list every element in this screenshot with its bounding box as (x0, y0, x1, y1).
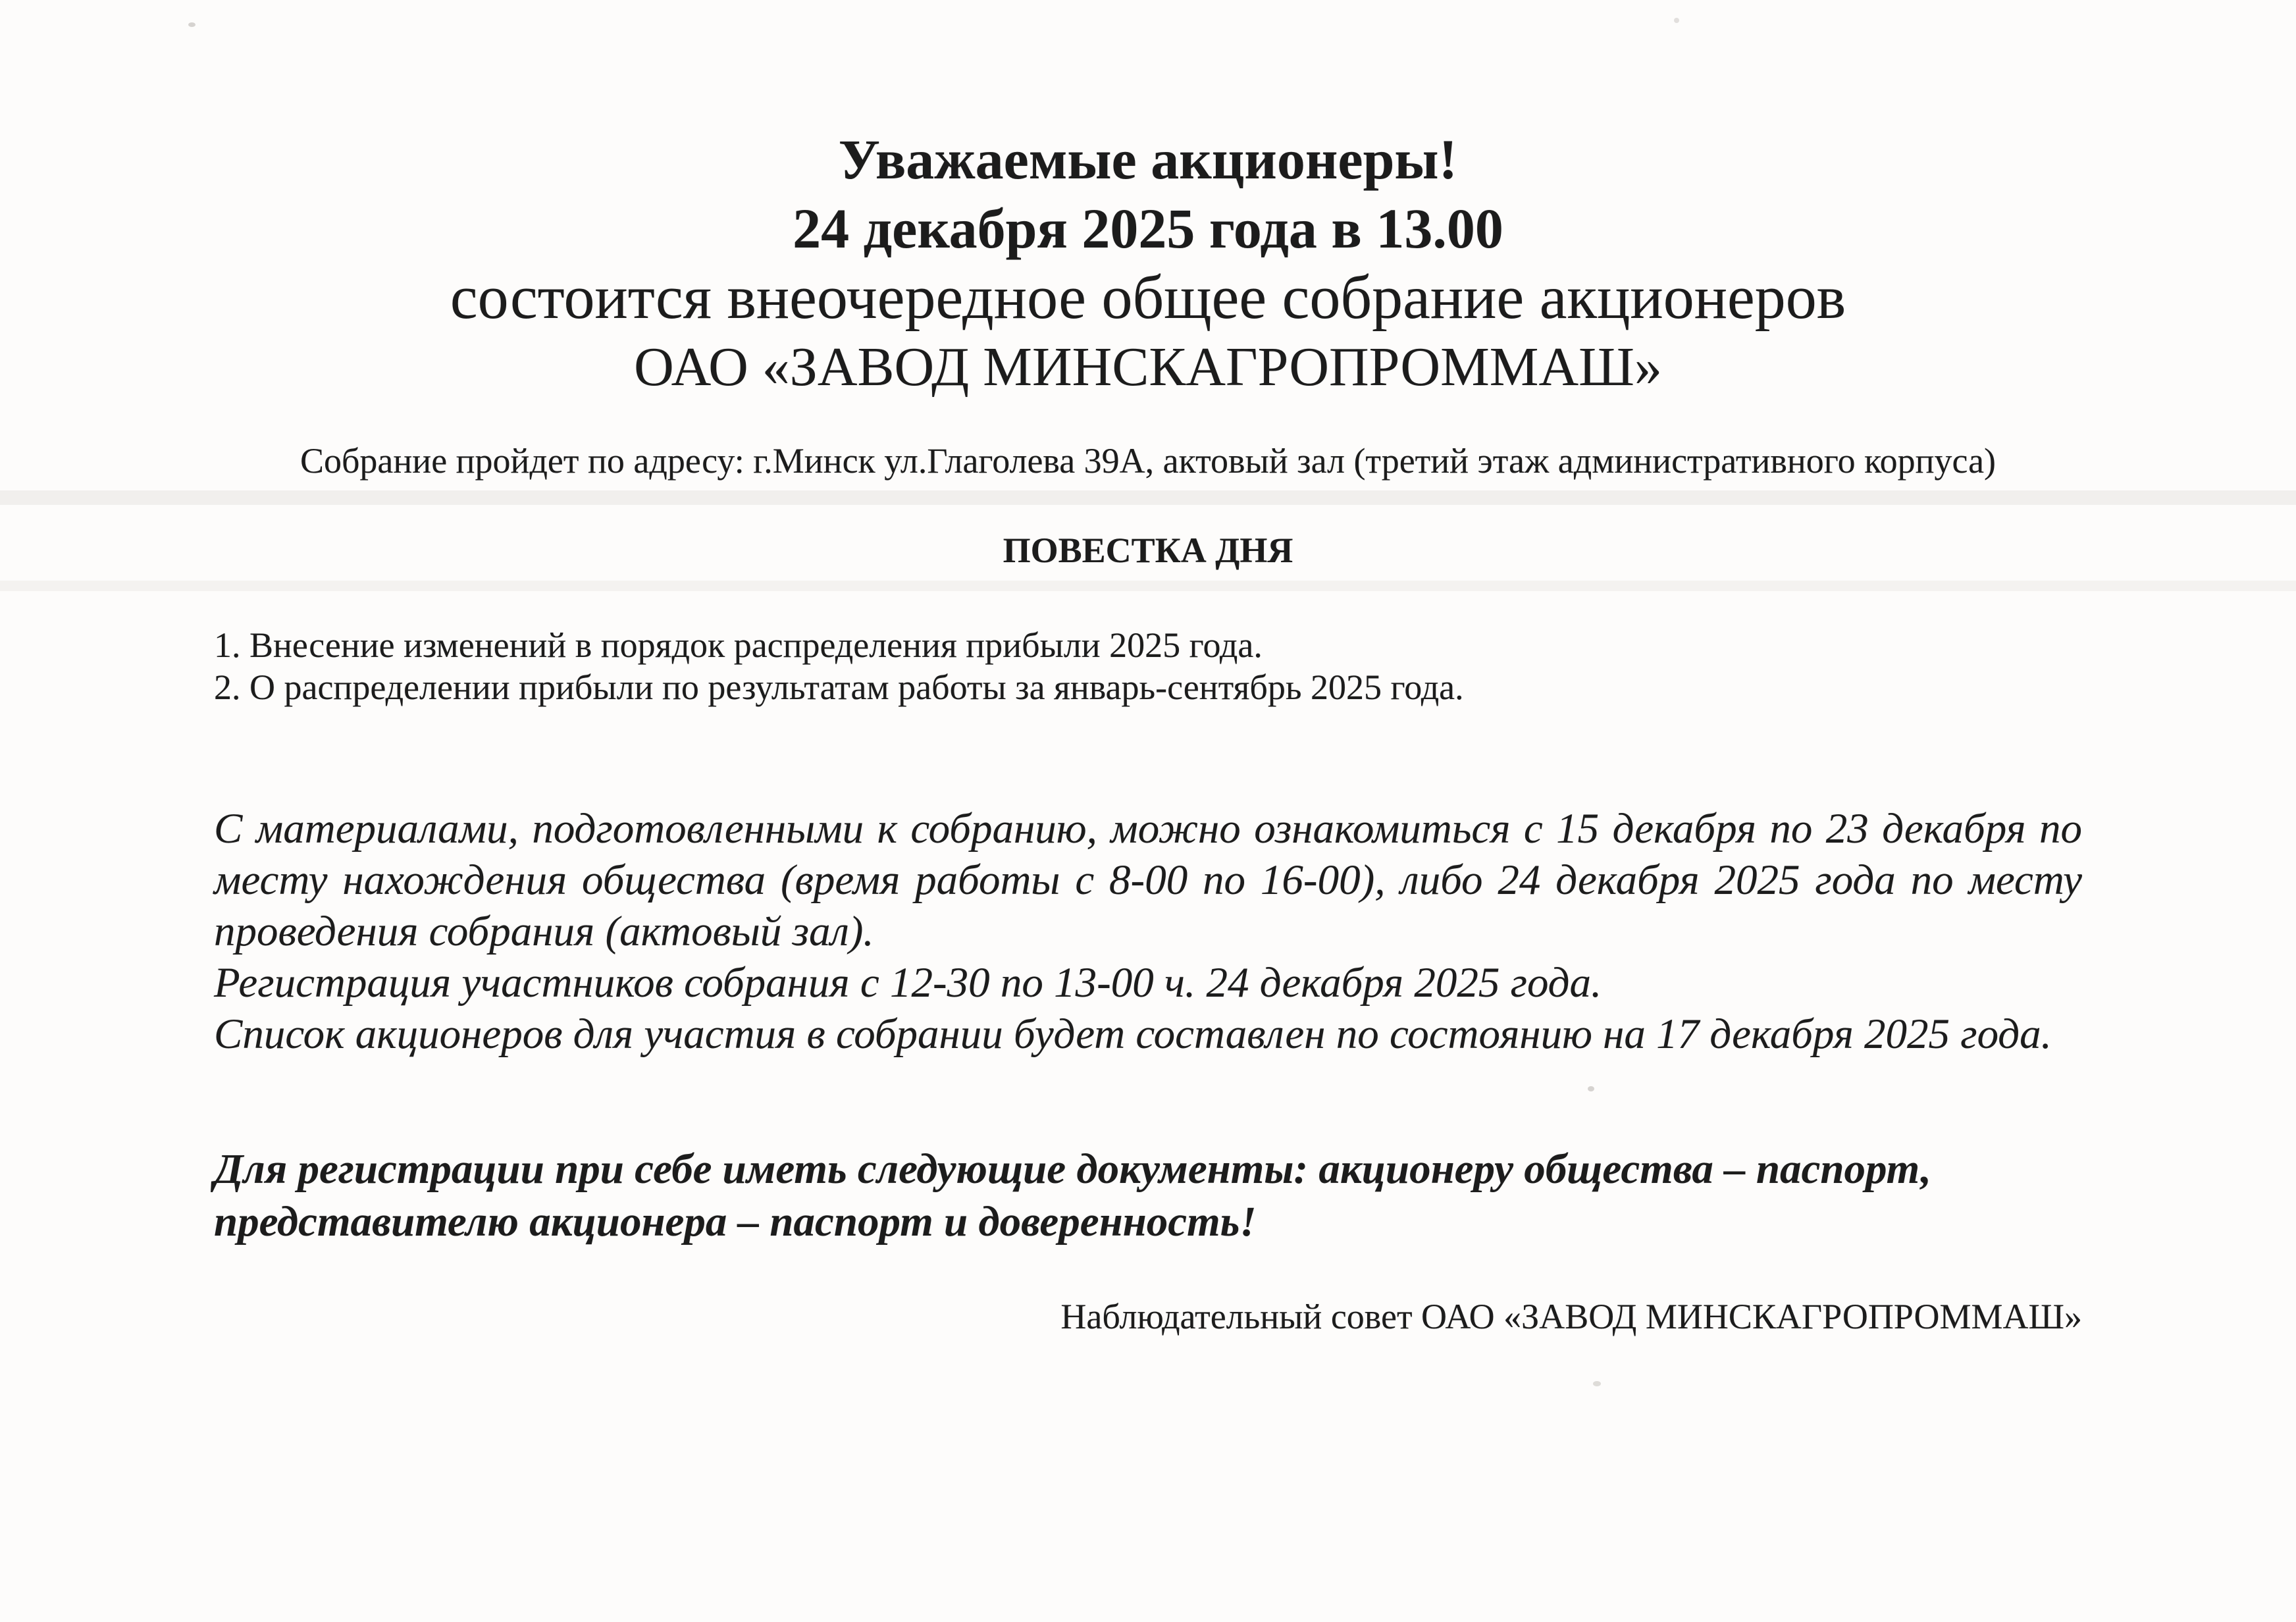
agenda-item-2: 2. О распределении прибыли по результатам работы за январь-сентябрь 2025 года. (214, 667, 1464, 707)
agenda-item-1: 1. Внесение изменений в порядок распределения прибыли 2025 года. (214, 625, 1263, 665)
meeting-address-line: Собрание пройдет по адресу: г.Минск ул.Глаголева 39А, актовый зал (третий этаж административного корпуса) (300, 441, 1996, 481)
registration-requirements-block (214, 1143, 2082, 1248)
agenda-list (214, 624, 2123, 708)
scan-speck (1588, 1086, 1594, 1091)
meeting-info-block (214, 803, 2082, 1060)
scan-speck (1674, 18, 1679, 23)
document-header (0, 125, 2296, 402)
registration-time-line: Регистрация участников собрания с 12-30 по 13-00 ч. 24 декабря 2025 года. (214, 959, 1602, 1007)
header-meeting-type: состоится внеочередное общее собрание акционеров (450, 263, 1846, 332)
scan-speck (188, 22, 196, 27)
registration-requirements-paragraph: Для регистрации при себе иметь следующие документы: акционеру общества – паспорт, представителю акционера – паспорт и доверенность! (214, 1145, 1932, 1245)
scan-speck (1593, 1381, 1601, 1386)
header-salutation: Уважаемые акционеры! (838, 128, 1458, 191)
shareholder-list-line: Список акционеров для участия в собрании будет составлен по состоянию на 17 декабря 2025 года. (214, 1010, 2052, 1058)
agenda-heading: ПОВЕСТКА ДНЯ (1003, 531, 1293, 570)
scan-band-artifact (0, 490, 2296, 505)
signature-line: Наблюдательный совет ОАО «ЗАВОД МИНСКАГРОПРОММАШ» (1060, 1297, 2082, 1336)
materials-availability-paragraph: С материалами, подготовленными к собранию, можно ознакомиться с 15 декабря по 23 декабря по месту нахождения общества (время работы с 8-00 по 16-00), либо 24 декабря 2025 года по месту проведения собрания (актовый зал). (214, 805, 2082, 955)
header-meeting-datetime: 24 декабря 2025 года в 13.00 (793, 197, 1503, 260)
scan-band-artifact (0, 581, 2296, 591)
header-company-name: ОАО «ЗАВОД МИНСКАГРОПРОММАШ» (634, 336, 1662, 398)
